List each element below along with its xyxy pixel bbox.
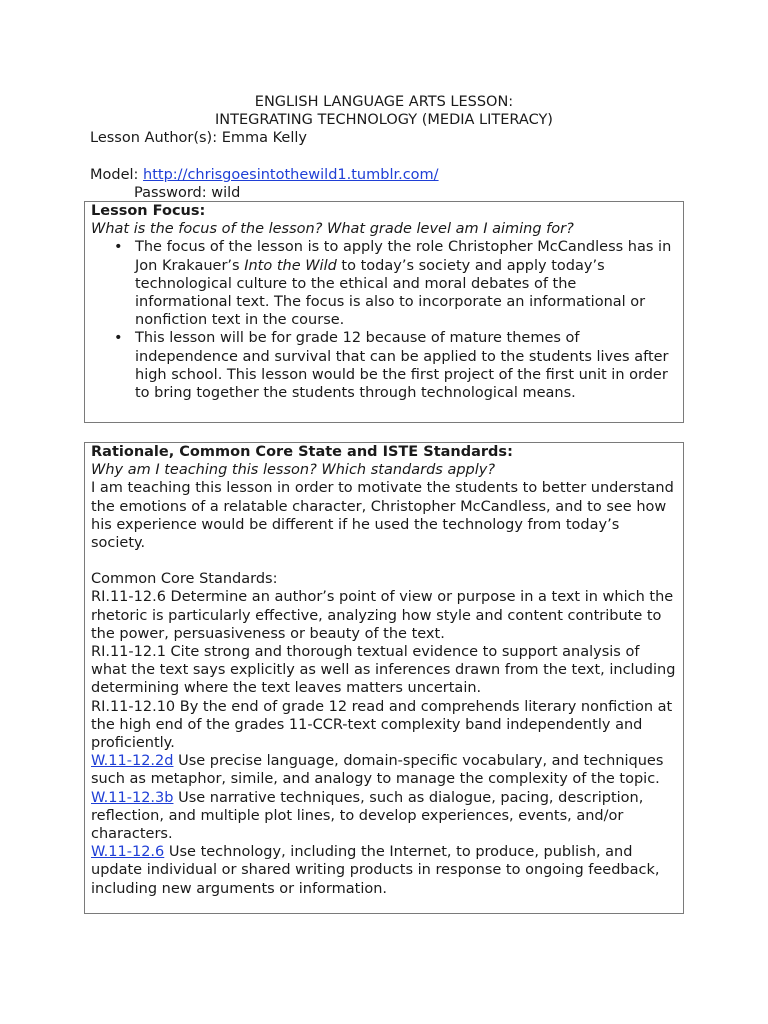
lesson-focus-prompt: What is the focus of the lesson? What grade level am I aiming for? xyxy=(91,221,574,238)
standard-w-2d-text: Use precise language, domain-specific vocabulary, and techniques such as metaphor, simile, and analogy to manage the complexity of the topic. xyxy=(91,753,664,788)
standard-w-3b-link[interactable]: W.11-12.3b xyxy=(91,789,174,806)
list-item xyxy=(114,329,677,402)
standard-w-6-link[interactable]: W.11-12.6 xyxy=(91,844,165,861)
standard-ri-10: RI.11-12.10 By the end of grade 12 read and comprehends literary nonfiction at the high end of the grades 11-CCR-text complexity band independently and proficiently. xyxy=(91,698,673,752)
lesson-author: Lesson Author(s): Emma Kelly xyxy=(90,130,307,146)
standard-w-6-text: Use technology, including the Internet, to produce, publish, and update individual or shared writing products in response to ongoing feedback, including new arguments or information. xyxy=(91,844,660,897)
title-line-2: INTEGRATING TECHNOLOGY (MEDIA LITERACY) xyxy=(215,112,553,128)
title-line-1: ENGLISH LANGUAGE ARTS LESSON: xyxy=(254,94,514,110)
bullet-2-text: This lesson will be for grade 12 because of mature themes of independence and survival that can be applied to the students lives after high school. This lesson would be the first project of the first unit in order to bring together the students through technological means. xyxy=(135,330,669,402)
standard-ri-6: RI.11-12.6 Determine an author’s point of view or purpose in a text in which the rhetoric is particularly effective, analyzing how style and content contribute to the power, persuasiveness or beauty of the text. xyxy=(91,589,674,642)
rationale-prompt: Why am I teaching this lesson? Which standards apply? xyxy=(91,462,496,479)
list-item xyxy=(114,238,677,329)
lesson-focus-heading: Lesson Focus: xyxy=(91,203,206,219)
bullet-1-text-end: to today’s society and apply today’s technological culture to the ethical and moral debates of the informational text. The focus is also to incorporate an informational or nonfiction text in the course. xyxy=(135,257,646,329)
standard-w-3b-text: Use narrative techniques, such as dialogue, pacing, description, reflection, and multiple plot lines, to develop experiences, events, and/or characters. xyxy=(91,789,644,843)
common-core-label: Common Core Standards: xyxy=(91,571,278,588)
password-line: Password: wild xyxy=(134,185,241,201)
standard-w-2d-link[interactable]: W.11-12.2d xyxy=(91,753,174,770)
rationale-body: I am teaching this lesson in order to motivate the students to better understand the emotions of a relatable character, Christopher McCandless, and to see how his experience would be different if he used the technology from today’s society. xyxy=(91,480,674,552)
standard-w-6 xyxy=(91,843,677,898)
bullet-icon: • xyxy=(114,330,123,347)
bullet-1-text-start: The focus of the lesson is to apply the role Christopher McCandless has in Jon Krakauer’s xyxy=(135,239,672,274)
book-title: Into the Wild xyxy=(244,257,337,274)
standard-ri-1: RI.11-12.1 Cite strong and thorough textual evidence to support analysis of what the text says explicitly as well as inferences drawn from the text, including determining where the text leaves matters uncertain. xyxy=(91,644,676,697)
standard-w-3b xyxy=(91,789,677,844)
lesson-focus-box xyxy=(84,201,684,423)
bullet-icon: • xyxy=(114,239,123,256)
model-label: Model: xyxy=(90,167,144,183)
model-line xyxy=(90,166,439,184)
rationale-box xyxy=(84,442,684,914)
standard-w-2d xyxy=(91,752,677,788)
lesson-focus-list xyxy=(91,238,677,402)
model-link[interactable]: http://chrisgoesintothewild1.tumblr.com/ xyxy=(143,167,439,183)
rationale-heading: Rationale, Common Core State and ISTE Standards: xyxy=(91,444,513,460)
